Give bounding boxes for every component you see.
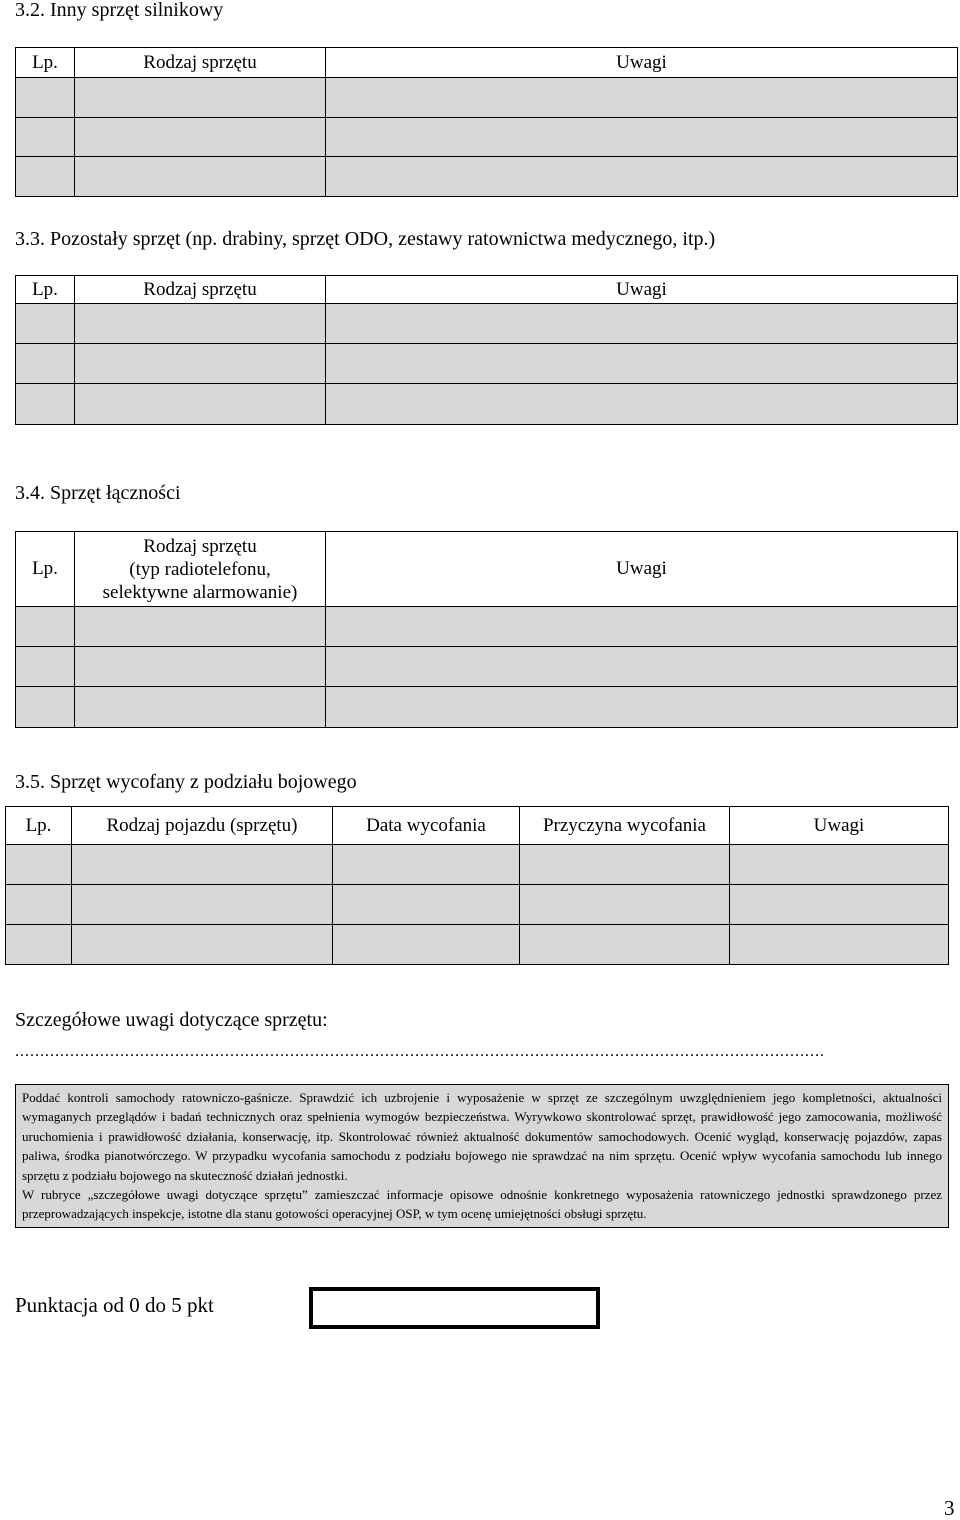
cell-vehicle-type[interactable] <box>72 845 333 885</box>
column-header-remarks: Uwagi <box>326 276 958 304</box>
cell-equipment-type[interactable] <box>75 157 326 197</box>
cell-lp[interactable] <box>16 607 75 647</box>
cell-remarks[interactable] <box>326 157 958 197</box>
cell-lp[interactable] <box>16 78 75 118</box>
column-header-lp: Lp. <box>16 48 75 78</box>
column-header-remarks: Uwagi <box>326 48 958 78</box>
cell-lp[interactable] <box>6 925 72 965</box>
cell-vehicle-type[interactable] <box>72 885 333 925</box>
cell-lp[interactable] <box>16 118 75 157</box>
column-header-remarks: Uwagi <box>730 807 949 845</box>
table-row <box>16 157 958 197</box>
table-row <box>16 384 958 425</box>
cell-lp[interactable] <box>6 885 72 925</box>
cell-remarks[interactable] <box>326 607 958 647</box>
table-row <box>16 647 958 687</box>
page-number: 3 <box>944 1496 955 1520</box>
section-3-2-heading: 3.2. Inny sprzęt silnikowy <box>15 0 224 21</box>
table-header-row <box>16 48 958 78</box>
details-instructions-box <box>15 1084 949 1228</box>
cell-remarks[interactable] <box>730 845 949 885</box>
cell-withdrawal-date[interactable] <box>333 845 520 885</box>
section-3-4-heading: 3.4. Sprzęt łączności <box>15 482 181 504</box>
section-3-2-table <box>15 47 958 197</box>
cell-equipment-type[interactable] <box>75 647 326 687</box>
table-header-row <box>16 276 958 304</box>
cell-vehicle-type[interactable] <box>72 925 333 965</box>
table-row <box>16 118 958 157</box>
table-row <box>6 885 949 925</box>
table-row <box>16 78 958 118</box>
cell-equipment-type[interactable] <box>75 118 326 157</box>
column-header-equipment-type: Rodzaj sprzętu (typ radiotelefonu, selektywne alarmowanie) <box>75 532 326 607</box>
instructions-paragraph: W rubryce „szczegółowe uwagi dotyczące sprzętu” zamieszczać informacje opisowe odnośnie konkretnego wyposażenia ratowniczego jednostki sprawdzonego przez przeprowadzających inspekcje, istotne dla stanu gotowości operacyjnej OSP, w tym ocenę umiejętności obsługi sprzętu. <box>22 1187 942 1222</box>
section-3-5-heading: 3.5. Sprzęt wycofany z podziału bojowego <box>15 771 357 793</box>
details-heading: Szczegółowe uwagi dotyczące sprzętu: <box>15 1009 328 1031</box>
column-header-withdrawal-reason: Przyczyna wycofania <box>520 807 730 845</box>
cell-withdrawal-reason[interactable] <box>520 925 730 965</box>
cell-remarks[interactable] <box>326 687 958 728</box>
column-header-remarks: Uwagi <box>326 532 958 607</box>
details-dotted-line[interactable]: .................................................................................................................................................................. <box>15 1043 825 1060</box>
table-header-row <box>6 807 949 845</box>
section-3-3-table <box>15 275 958 425</box>
cell-remarks[interactable] <box>326 78 958 118</box>
table-header-row <box>16 532 958 607</box>
table-row <box>16 607 958 647</box>
column-header-lp: Lp. <box>16 276 75 304</box>
section-3-3-heading: 3.3. Pozostały sprzęt (np. drabiny, sprzęt ODO, zestawy ratownictwa medycznego, itp.) <box>15 228 716 250</box>
cell-equipment-type[interactable] <box>75 304 326 344</box>
table-row <box>16 344 958 384</box>
table-row <box>6 925 949 965</box>
cell-lp[interactable] <box>16 304 75 344</box>
cell-lp[interactable] <box>16 687 75 728</box>
cell-withdrawal-date[interactable] <box>333 885 520 925</box>
cell-remarks[interactable] <box>326 647 958 687</box>
section-3-5-table <box>5 806 949 965</box>
score-label: Punktacja od 0 do 5 pkt <box>15 1293 214 1317</box>
cell-lp[interactable] <box>6 845 72 885</box>
cell-equipment-type[interactable] <box>75 687 326 728</box>
column-header-equipment-type: Rodzaj sprzętu <box>75 48 326 78</box>
cell-remarks[interactable] <box>326 384 958 425</box>
cell-equipment-type[interactable] <box>75 607 326 647</box>
column-header-equipment-type: Rodzaj sprzętu <box>75 276 326 304</box>
cell-lp[interactable] <box>16 647 75 687</box>
instructions-paragraph: Poddać kontroli samochody ratowniczo-gaśnicze. Sprawdzić ich uzbrojenie i wyposażenie w sprzęt ze szczególnym uwzględnieniem jego kompletności, aktualności wymaganych przeglądów i badań technicznych oraz spełnienia wymogów bezpieczeństwa. Wyrywkowo skontrolować sprzęt, prawidłowość jego zamocowania, możliwość uruchomienia i prawidłowość działania, konserwację, itp. Skontrolować również aktualność dokumentów samochodowych. Ocenić wygląd, konserwację pojazdów, zapas paliwa, środka pianotwórczego. W przypadku wycofania samochodu z podziału bojowego nie sprawdzać na nim sprzętu. Ocenić wpływ wycofania samochodu lub innego sprzętu z podziału bojowego na skuteczność działań jednostki. <box>22 1090 942 1183</box>
score-input-box[interactable] <box>309 1287 600 1329</box>
cell-lp[interactable] <box>16 384 75 425</box>
cell-lp[interactable] <box>16 344 75 384</box>
cell-remarks[interactable] <box>730 885 949 925</box>
cell-equipment-type[interactable] <box>75 384 326 425</box>
column-header-lp: Lp. <box>6 807 72 845</box>
cell-remarks[interactable] <box>326 118 958 157</box>
cell-withdrawal-date[interactable] <box>333 925 520 965</box>
column-header-lp: Lp. <box>16 532 75 607</box>
cell-withdrawal-reason[interactable] <box>520 885 730 925</box>
cell-equipment-type[interactable] <box>75 344 326 384</box>
table-row <box>16 687 958 728</box>
section-3-4-table <box>15 531 958 728</box>
cell-remarks[interactable] <box>730 925 949 965</box>
cell-withdrawal-reason[interactable] <box>520 845 730 885</box>
cell-equipment-type[interactable] <box>75 78 326 118</box>
table-row <box>16 304 958 344</box>
cell-remarks[interactable] <box>326 344 958 384</box>
cell-lp[interactable] <box>16 157 75 197</box>
cell-remarks[interactable] <box>326 304 958 344</box>
column-header-vehicle-type: Rodzaj pojazdu (sprzętu) <box>72 807 333 845</box>
column-header-withdrawal-date: Data wycofania <box>333 807 520 845</box>
table-row <box>6 845 949 885</box>
